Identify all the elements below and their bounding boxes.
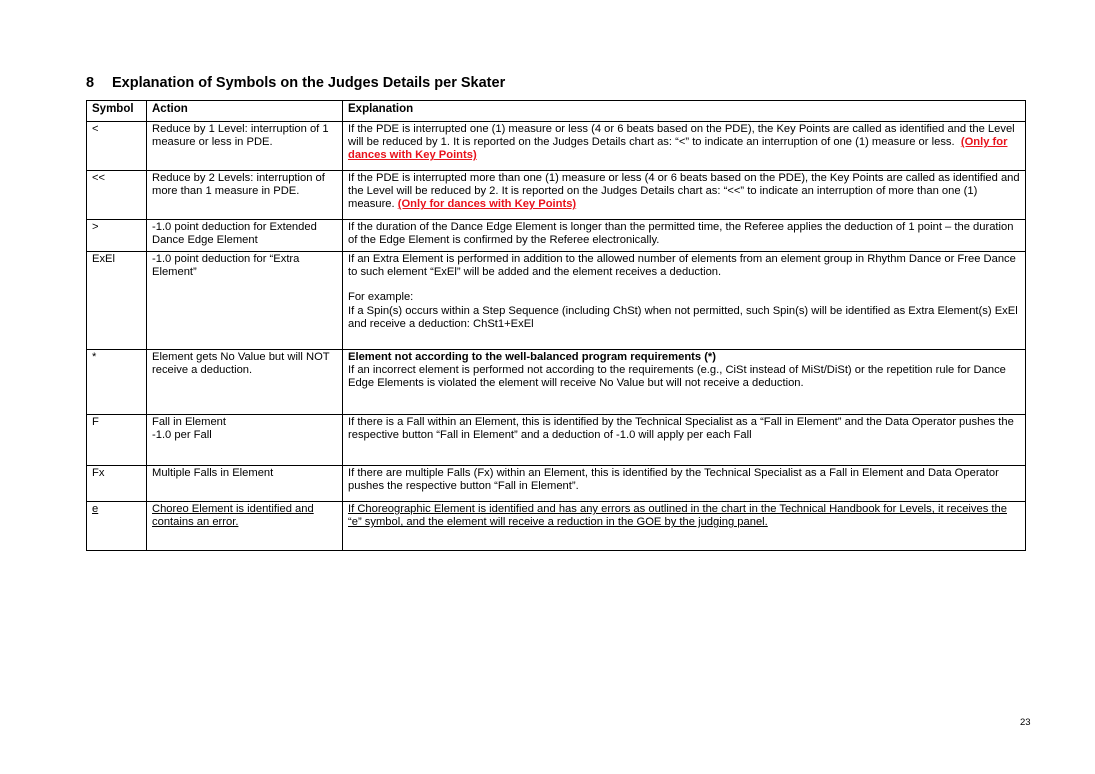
explanation-cell: If Choreographic Element is identified and has any errors as outlined in the chart in the Technical Handbook for Levels, it receives the “e” symbol, and the element will receive a reduction in the GOE by the judging panel. xyxy=(343,502,1026,551)
symbol-cell: * xyxy=(87,350,147,415)
symbol-cell: Fx xyxy=(87,466,147,502)
section-title: Explanation of Symbols on the Judges Details per Skater xyxy=(112,75,506,91)
action-cell: Choreo Element is identified and contains an error. xyxy=(147,502,343,551)
table-row xyxy=(87,466,1026,502)
key-points-note: (Only for dances with Key Points) xyxy=(397,198,577,211)
action-cell: Multiple Falls in Element xyxy=(147,466,343,502)
header-action: Action xyxy=(147,101,343,122)
explanation-text: If the PDE is interrupted more than one (1) measure or less (4 or 6 beats based on the PDE), the Key Points are called as identified and the Level will be reduced by 2. It is reported on the Judges Details chart as: “<<” to indicate an interruption of more than one (1) measure. xyxy=(348,172,1020,211)
table-row xyxy=(87,350,1026,415)
explanation-title: Element not according to the well-balanced program requirements (*) xyxy=(348,351,717,363)
section-number: 8 xyxy=(86,75,95,91)
table-row xyxy=(87,415,1026,466)
action-cell xyxy=(147,415,343,466)
key-points-note: (Only for dances with Key Points) xyxy=(348,136,1008,162)
explanation-cell xyxy=(343,122,1026,171)
explanation-text: If an incorrect element is performed not according to the requirements (e.g., CiSt instead of MiSt/DiSt) or the repetition rule for Dance Edge Elements is violated the element will receive No Value but will not receive a deduction. xyxy=(348,364,1006,390)
page-number: 23 xyxy=(1020,717,1031,728)
symbol-cell: < xyxy=(87,122,147,171)
table-row xyxy=(87,171,1026,220)
symbol-cell: > xyxy=(87,220,147,252)
section-heading xyxy=(86,75,505,91)
action-cell: Element gets No Value but will NOT receive a deduction. xyxy=(147,350,343,415)
action-line: Fall in Element xyxy=(152,416,226,428)
symbols-table xyxy=(86,100,1026,551)
symbol-cell: ExEl xyxy=(87,252,147,350)
header-explanation: Explanation xyxy=(343,101,1026,122)
explanation-cell: If there is a Fall within an Element, this is identified by the Technical Specialist as a “Fall in Element” and the Data Operator pushes the respective button “Fall in Element” and a deduction of -1.0 will apply per each Fall xyxy=(343,415,1026,466)
explanation-cell: If the duration of the Dance Edge Element is longer than the permitted time, the Referee applies the deduction of 1 point – the duration of the Edge Element is confirmed by the Referee electronically. xyxy=(343,220,1026,252)
symbol-cell: F xyxy=(87,415,147,466)
table-row xyxy=(87,220,1026,252)
action-cell: Reduce by 2 Levels: interruption of more than 1 measure in PDE. xyxy=(147,171,343,220)
explanation-text: If an Extra Element is performed in addition to the allowed number of elements from an element group in Rhythm Dance or Free Dance to such element “ExEl” will be added and the element receives a deduction. xyxy=(348,253,1016,279)
table-header-row xyxy=(87,101,1026,122)
table-row xyxy=(87,502,1026,551)
symbol-cell: << xyxy=(87,171,147,220)
explanation-cell: If there are multiple Falls (Fx) within an Element, this is identified by the Technical Specialist as a Fall in Element and Data Operator pushes the respective button “Fall in Element”. xyxy=(343,466,1026,502)
action-cell: -1.0 point deduction for Extended Dance Edge Element xyxy=(147,220,343,252)
example-text: If a Spin(s) occurs within a Step Sequence (including ChSt) when not permitted, such Spin(s) will be identified as Extra Element(s) ExEl and receive a deduction: ChSt1+ExEl xyxy=(348,304,1018,330)
symbol-cell: e xyxy=(87,502,147,551)
action-line: -1.0 per Fall xyxy=(152,429,212,442)
header-symbol: Symbol xyxy=(87,101,147,122)
explanation-text: If the PDE is interrupted one (1) measure or less (4 or 6 beats based on the PDE), the Key Points are called as identified and the Level will be reduced by 1. It is reported on the Judges Details chart as: “<” to indicate an interruption of one (1) measure or less. xyxy=(348,123,1015,149)
example-label: For example: xyxy=(348,291,414,304)
table-row xyxy=(87,122,1026,171)
action-cell: Reduce by 1 Level: interruption of 1 measure or less in PDE. xyxy=(147,122,343,171)
explanation-cell xyxy=(343,171,1026,220)
explanation-cell xyxy=(343,350,1026,415)
table-row xyxy=(87,252,1026,350)
action-cell: -1.0 point deduction for “Extra Element” xyxy=(147,252,343,350)
explanation-cell xyxy=(343,252,1026,350)
